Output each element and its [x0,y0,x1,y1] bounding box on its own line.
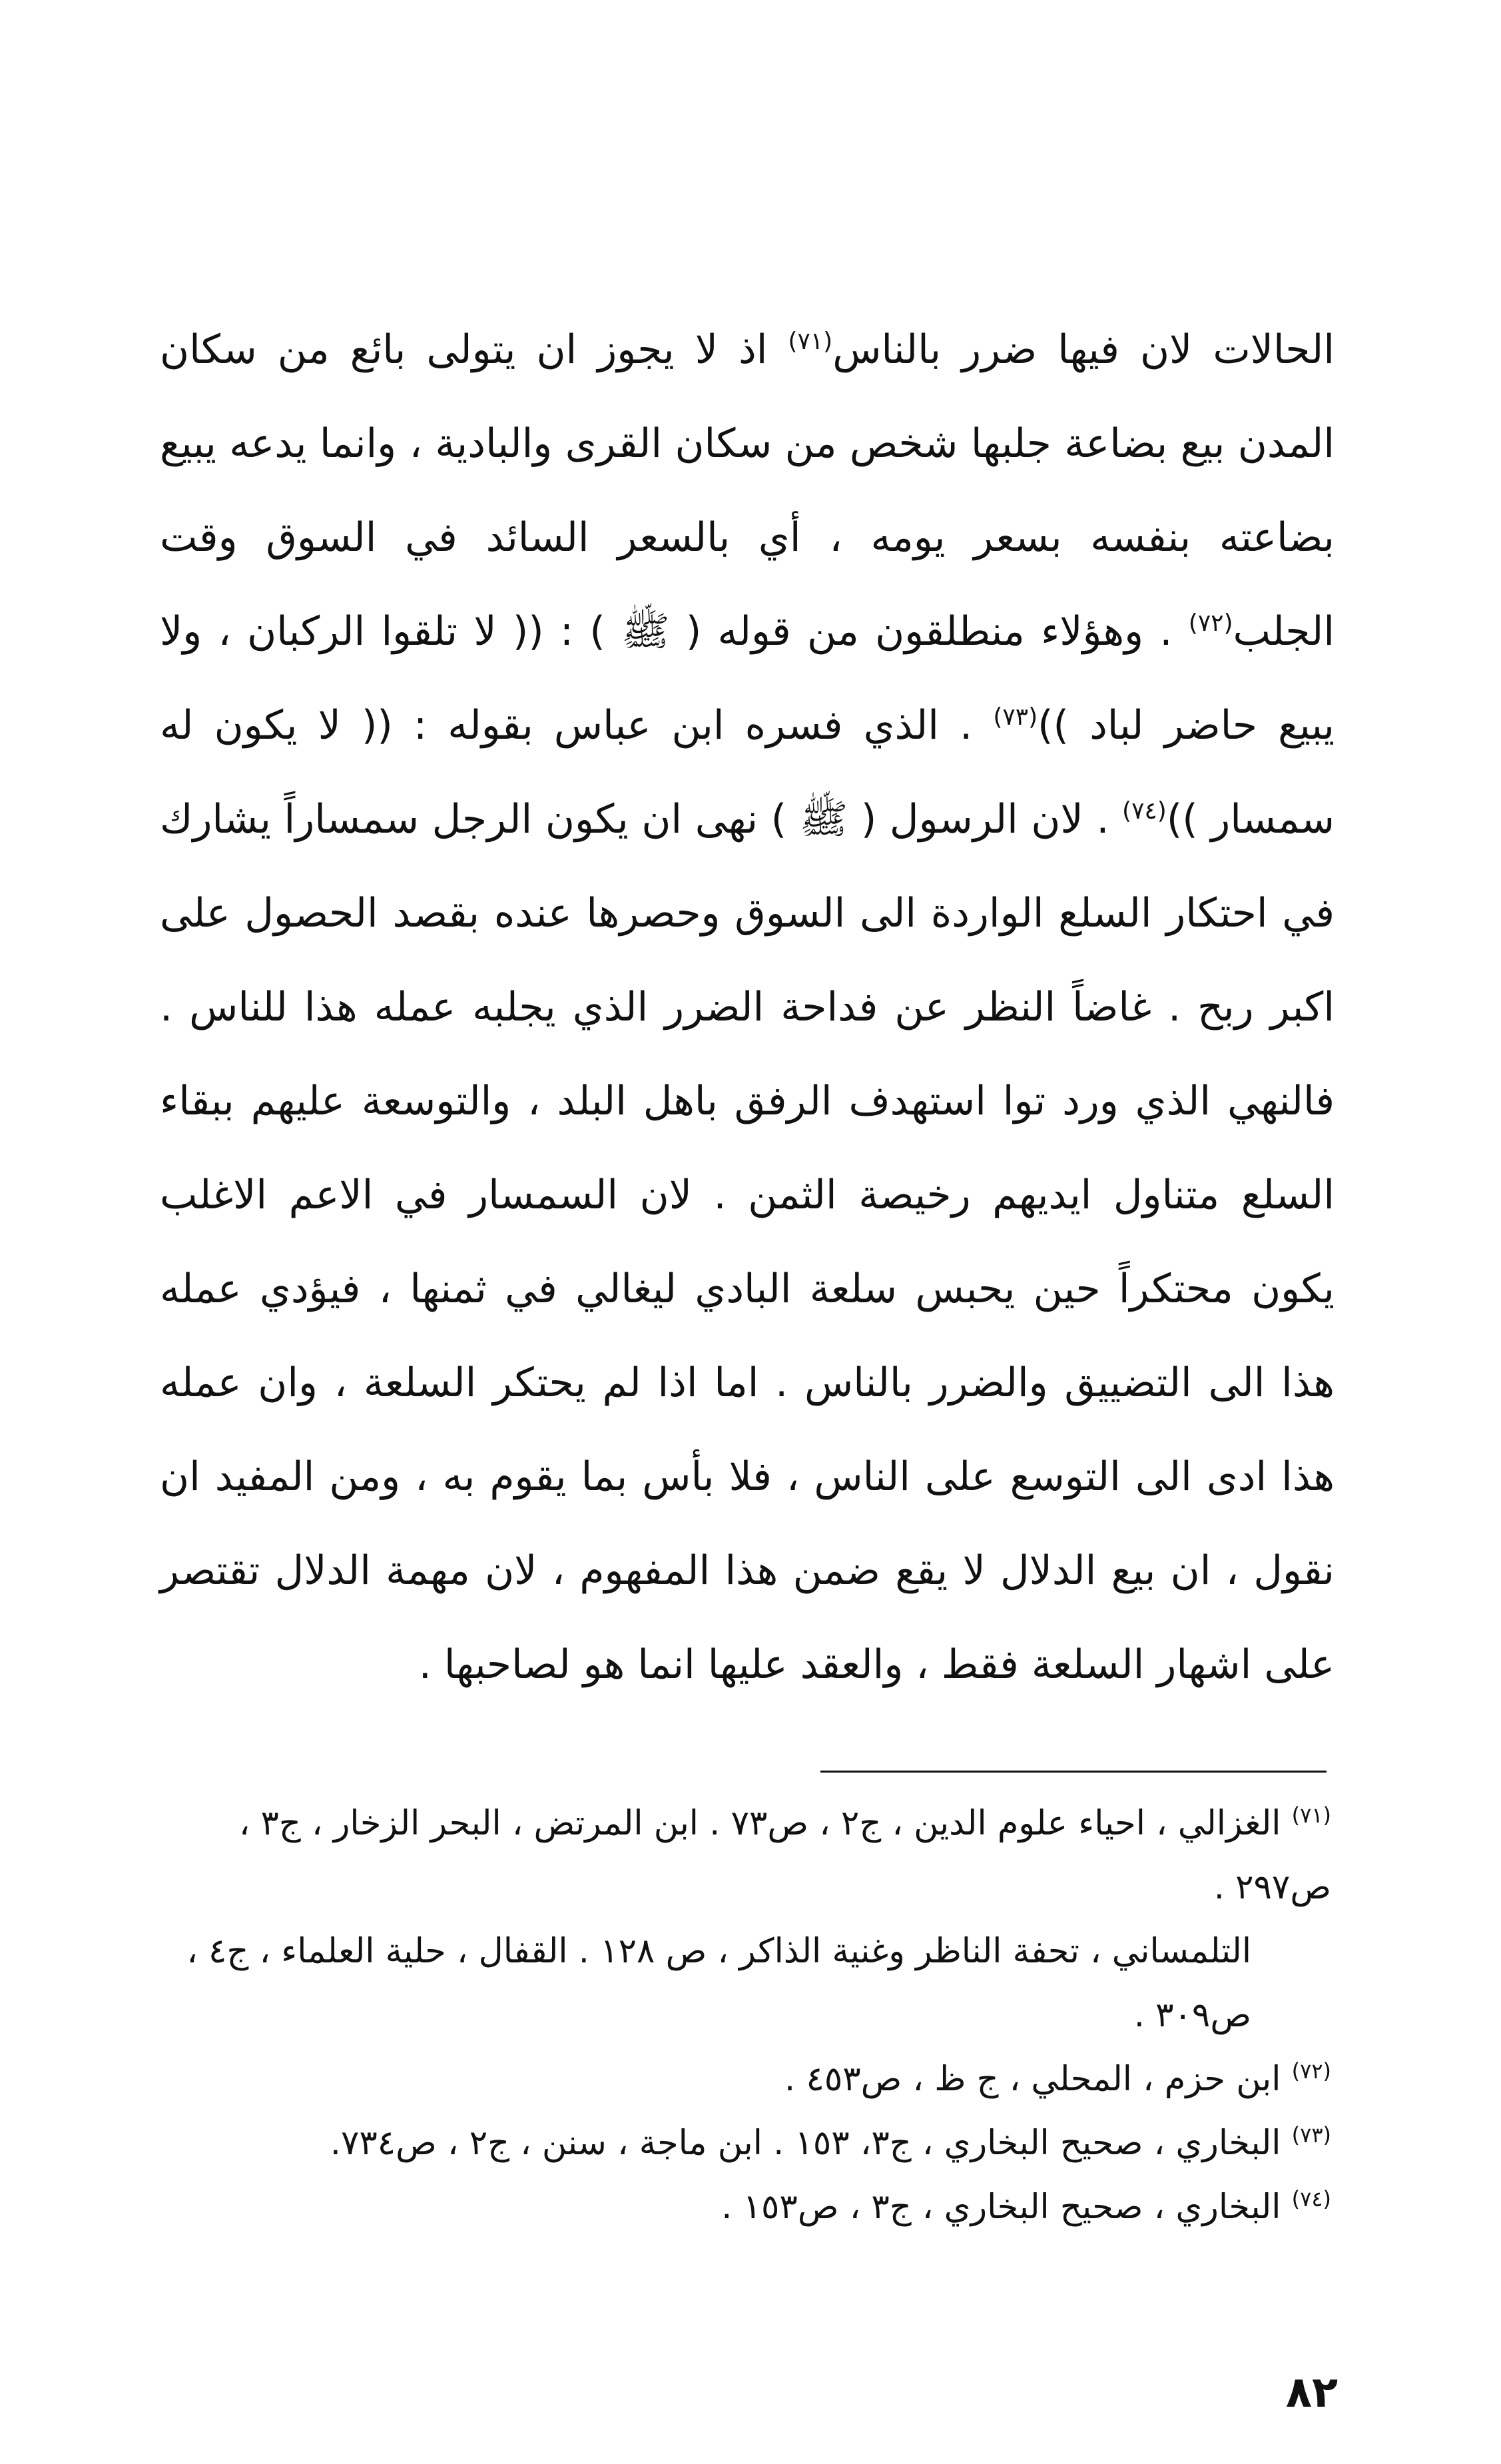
text-run: . الذي فسره ابن عباس بقوله : (( لا يكون له سمسار )) [160,702,1335,843]
footnote-ref: (٧٣) [993,703,1038,731]
footnote-number: (٧٢) [1291,2058,1331,2084]
text-run: اذ لا يجوز ان يتولى بائع من سكان المدن بيع بضاعة جلبها شخص من سكان القرى والبادية ، وانما يدعه يبيع بضاعته بنفسه بسعر يومه ، أي بالسعر السائد في السوق وقت الجلب [160,326,1335,655]
footnote-text: البخاري ، صحيح البخاري ، ج٣، ١٥٣ . ابن ماجة ، سنن ، ج٢ ، ص٧٣٤. [330,2124,1281,2163]
footnote-number: (٧٣) [1291,2122,1331,2148]
footnote-text: التلمساني ، تحفة الناظر وغنية الذاكر ، ص ١٢٨ . القفال ، حلية العلماء ، ج٤ ، ص٣٠٩ . [186,1932,1251,2035]
footnote-71-continued [160,1920,1331,2048]
footnotes [160,1792,1331,2240]
footnote-divider [820,1771,1327,1773]
text-run: . وهؤلاء منطلقون من قوله ( ﷺ ) : (( لا تلقوا الركبان ، ولا يبيع حاضر لباد )) [160,608,1335,749]
main-text [160,303,1335,1712]
text-run: . لان الرسول ( ﷺ ) نهى ان يكون الرجل سمساراً يشارك في احتكار السلع الواردة الى السوق وحصرها عنده بقصد الحصول على اكبر ربح . غاضاً النظر عن فداحة الضرر الذي يجلبه عمله هذا للناس . فالنهي الذي ورد توا استهدف الرفق باهل البلد ، والتوسعة عليهم ببقاء السلع متناول ايديهم رخيصة الثمن . لان السمسار في الاعم الاغلب يكون محتكراً حين يحبس سلعة البادي ليغالي في ثمنها ، فيؤدي عمله هذا الى التضييق والضرر بالناس . اما اذا لم يحتكر السلعة ، وان عمله هذا ادى الى التوسع على الناس ، فلا بأس بما يقوم به ، ومن المفيد ان نقول ، ان بيع الدلال لا يقع ضمن هذا المفهوم ، لان مهمة الدلال تقتصر على اشهار السلعة فقط ، والعقد عليها انما هو لصاحبها . [160,796,1335,1688]
footnote-ref: (٧١) [788,328,833,355]
footnote-number: (٧٤) [1291,2186,1331,2212]
footnote-text: البخاري ، صحيح البخاري ، ج٣ ، ص١٥٣ . [721,2188,1281,2227]
footnote-73 [160,2112,1331,2176]
page-number: ٨٢ [1285,2368,1338,2417]
footnote-number: (٧١) [1291,1803,1331,1828]
footnote-71 [160,1792,1331,1920]
main-paragraph [160,303,1335,1712]
footnote-text: الغزالي ، احياء علوم الدين ، ج٢ ، ص٧٣ . ابن المرتض ، البحر الزخار ، ج٣ ، ص٢٩٧ . [238,1804,1331,1907]
text-run: الحالات لان فيها ضرر بالناس [832,326,1335,373]
footnote-text: ابن حزم ، المحلي ، ج ظ ، ص٤٥٣ . [784,2060,1281,2099]
footnote-74 [160,2176,1331,2240]
footnote-ref: (٧٢) [1188,610,1233,637]
footnote-ref: (٧٤) [1122,797,1167,825]
footnote-72 [160,2048,1331,2112]
